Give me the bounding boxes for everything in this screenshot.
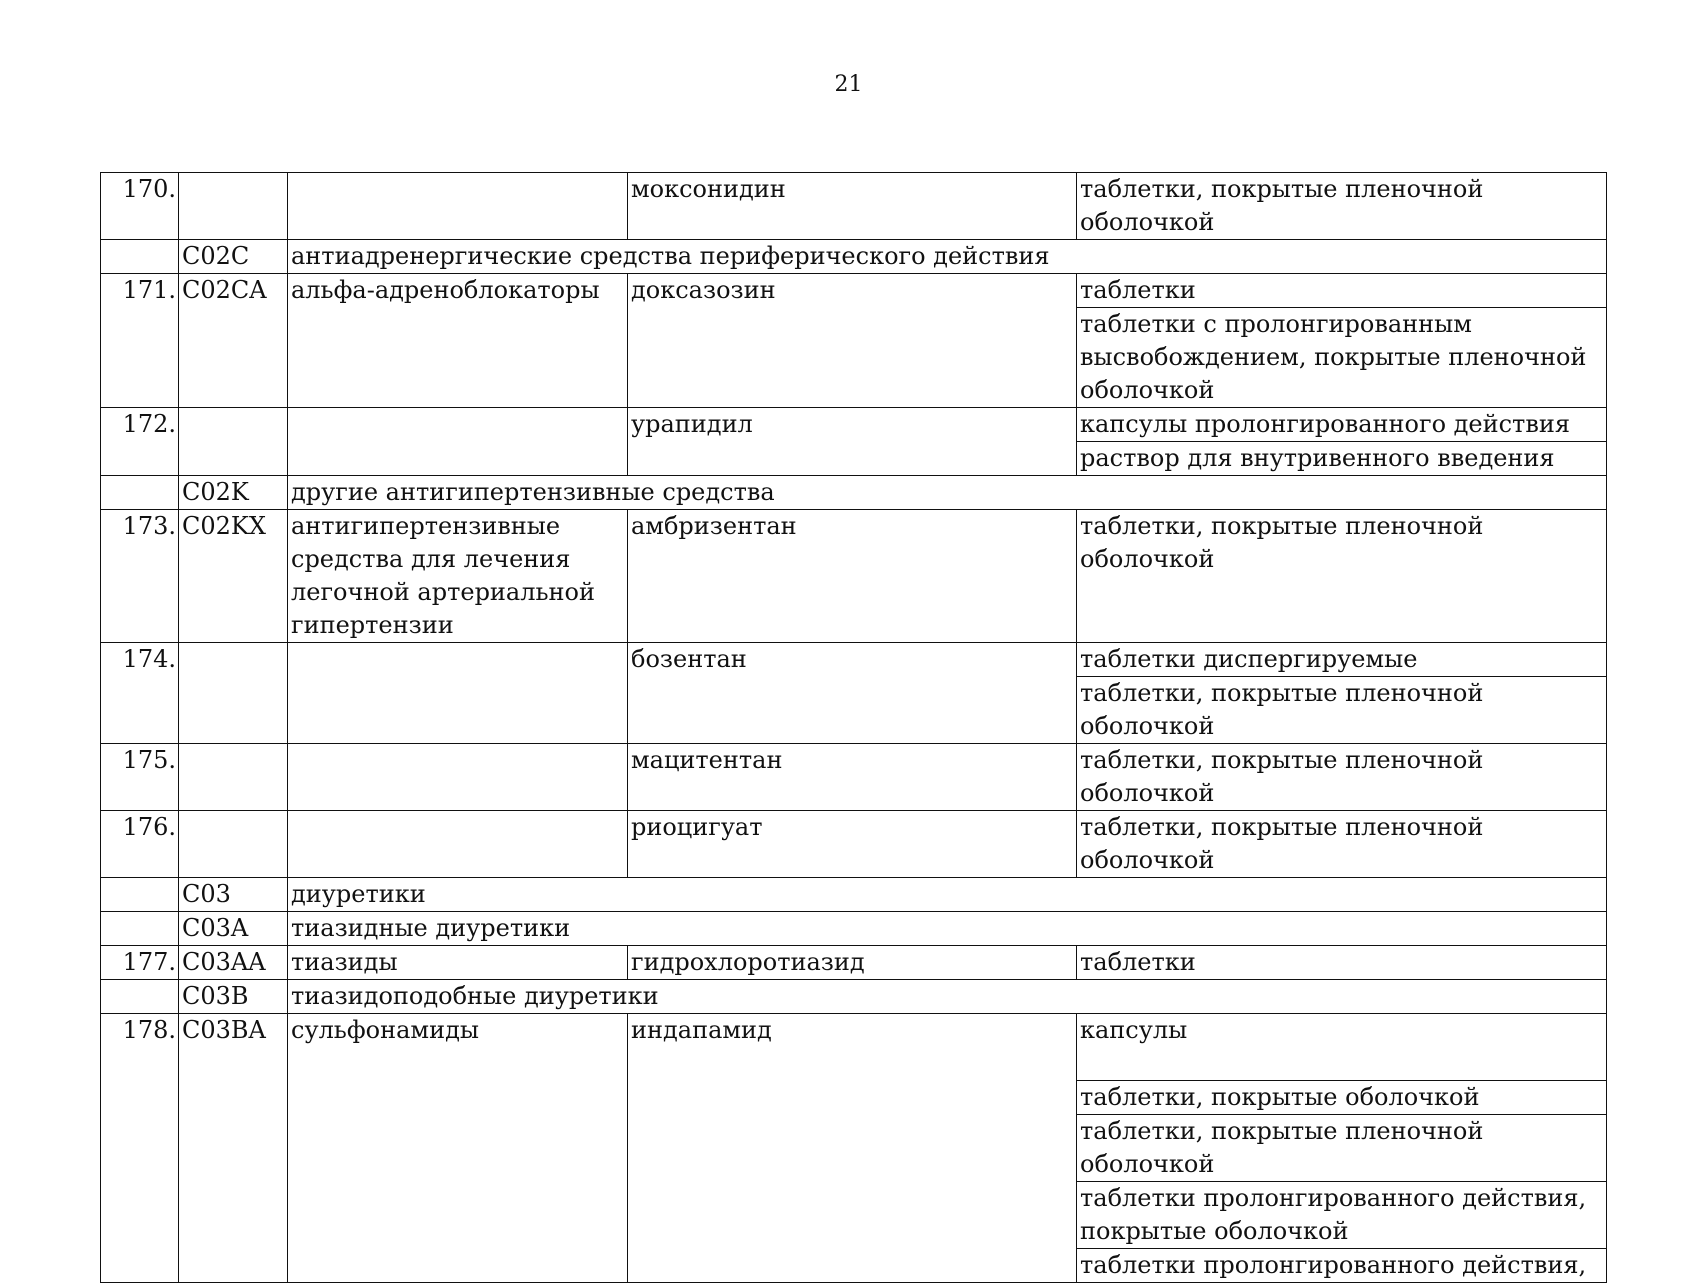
drug-name: урапидил [628,408,1077,476]
atc-code: C02KX [179,510,288,643]
row-number: 174. [101,643,179,744]
atc-group [288,744,628,811]
atc-group: тиазиды [288,946,628,980]
table-row [101,643,1607,677]
group-header-row [101,878,1607,912]
group-header-row [101,476,1607,510]
atc-code: C02CA [179,274,288,408]
table-row [101,408,1607,442]
atc-group [288,643,628,744]
dosage-form: таблетки, покрытые пленочной оболочкой [1077,677,1607,744]
table-row [101,173,1607,240]
table-row [101,744,1607,811]
dosage-form: таблетки диспергируемые [1077,643,1607,677]
drug-name: гидрохлоротиазид [628,946,1077,980]
atc-code: C02C [179,240,288,274]
dosage-form: таблетки, покрытые пленочной оболочкой [1077,744,1607,811]
row-number: 175. [101,744,179,811]
dosage-form: таблетки, покрытые пленочной оболочкой [1077,811,1607,878]
drug-name: мацитентан [628,744,1077,811]
table-row [101,946,1607,980]
row-number: 171. [101,274,179,408]
atc-group [288,811,628,878]
atc-code [179,811,288,878]
drug-name: доксазозин [628,274,1077,408]
atc-group-label: диуретики [288,878,1607,912]
row-number: 173. [101,510,179,643]
dosage-form: капсулы пролонгированного действия [1077,408,1607,442]
dosage-form: капсулы [1077,1014,1607,1081]
row-number: 178. [101,1014,179,1283]
dosage-form: таблетки с пролонгированным высвобождением, покрытые пленочной оболочкой [1077,308,1607,408]
atc-group: антигипертензивные средства для лечения легочной артериальной гипертензии [288,510,628,643]
drug-name: индапамид [628,1014,1077,1283]
row-number [101,980,179,1014]
dosage-form: таблетки, покрытые пленочной оболочкой [1077,510,1607,643]
dosage-form: раствор для внутривенного введения [1077,442,1607,476]
atc-group-label: тиазидоподобные диуретики [288,980,1607,1014]
atc-group-label: антиадренергические средства периферического действия [288,240,1607,274]
page-number: 21 [834,72,863,97]
dosage-form: таблетки, покрытые пленочной оболочкой [1077,173,1607,240]
row-number: 172. [101,408,179,476]
row-number [101,878,179,912]
group-header-row [101,912,1607,946]
row-number: 170. [101,173,179,240]
atc-code: C03AA [179,946,288,980]
drug-name: амбризентан [628,510,1077,643]
row-number [101,240,179,274]
atc-code: C03BA [179,1014,288,1283]
row-number [101,476,179,510]
drug-name: моксонидин [628,173,1077,240]
table-row [101,811,1607,878]
row-number: 176. [101,811,179,878]
atc-code [179,173,288,240]
dosage-form: таблетки пролонгированного действия, [1077,1249,1607,1283]
table-row [101,274,1607,308]
group-header-row [101,980,1607,1014]
atc-group: альфа-адреноблокаторы [288,274,628,408]
atc-code [179,408,288,476]
dosage-form: таблетки [1077,274,1607,308]
atc-group [288,173,628,240]
drug-name: риоцигуат [628,811,1077,878]
atc-group-label: тиазидные диуретики [288,912,1607,946]
atc-group-label: другие антигипертензивные средства [288,476,1607,510]
dosage-form: таблетки, покрытые пленочной оболочкой [1077,1115,1607,1182]
row-number: 177. [101,946,179,980]
group-header-row [101,240,1607,274]
atc-code: C03A [179,912,288,946]
dosage-form: таблетки [1077,946,1607,980]
dosage-form: таблетки пролонгированного действия, покрытые оболочкой [1077,1182,1607,1249]
atc-group: сульфонамиды [288,1014,628,1283]
atc-code: C03 [179,878,288,912]
atc-code [179,643,288,744]
atc-code [179,744,288,811]
row-number [101,912,179,946]
drug-list-table [100,172,1607,1283]
atc-code: C02K [179,476,288,510]
atc-group [288,408,628,476]
atc-code: C03B [179,980,288,1014]
table-row [101,510,1607,643]
drug-name: бозентан [628,643,1077,744]
dosage-form: таблетки, покрытые оболочкой [1077,1081,1607,1115]
table-row [101,1014,1607,1081]
